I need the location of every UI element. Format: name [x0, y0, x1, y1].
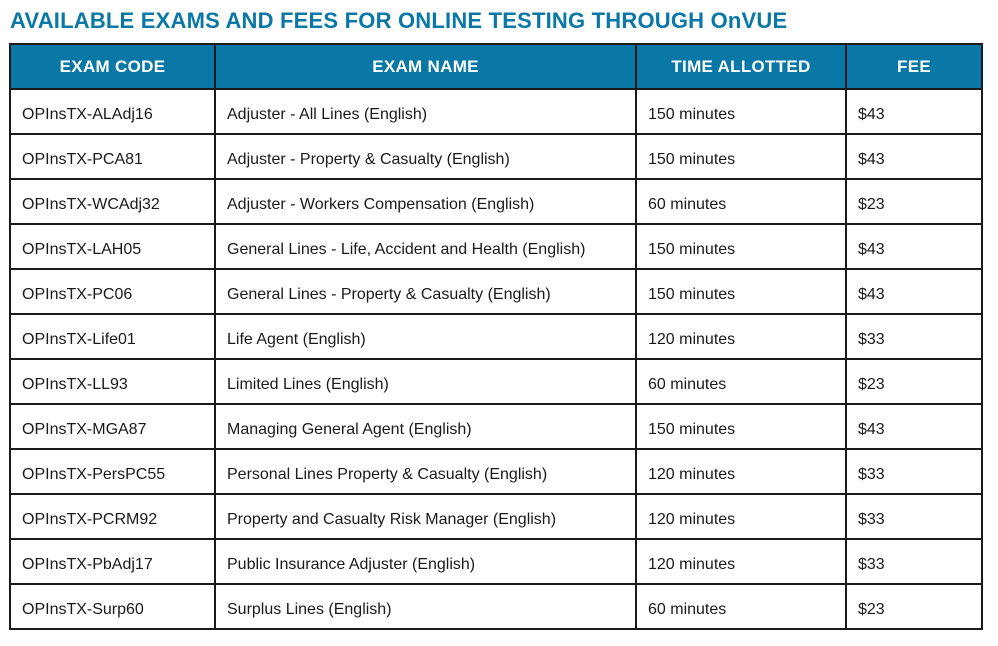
fee-cell: $43 [846, 89, 982, 134]
table-body [10, 89, 982, 629]
table-row [10, 269, 982, 314]
exam-code-cell: OPInsTX-PCRM92 [10, 494, 215, 539]
exam-code-cell: OPInsTX-Life01 [10, 314, 215, 359]
table-row [10, 224, 982, 269]
time-allotted-cell: 60 minutes [636, 179, 846, 224]
fee-cell: $23 [846, 584, 982, 629]
column-header-exam-code: EXAM CODE [10, 44, 215, 89]
table-row [10, 539, 982, 584]
column-header-time-allotted: TIME ALLOTTED [636, 44, 846, 89]
header-row [10, 44, 982, 89]
column-header-fee: FEE [846, 44, 982, 89]
fee-cell: $33 [846, 494, 982, 539]
table-row [10, 494, 982, 539]
table-header [10, 44, 982, 89]
exam-name-cell: General Lines - Property & Casualty (English) [215, 269, 636, 314]
exam-name-cell: Public Insurance Adjuster (English) [215, 539, 636, 584]
exam-name-cell: Adjuster - Property & Casualty (English) [215, 134, 636, 179]
exam-code-cell: OPInsTX-PCA81 [10, 134, 215, 179]
column-header-exam-name: EXAM NAME [215, 44, 636, 89]
exam-name-cell: Adjuster - All Lines (English) [215, 89, 636, 134]
table-row [10, 89, 982, 134]
exam-code-cell: OPInsTX-MGA87 [10, 404, 215, 449]
table-row [10, 359, 982, 404]
fee-cell: $23 [846, 179, 982, 224]
time-allotted-cell: 150 minutes [636, 404, 846, 449]
fee-cell: $43 [846, 269, 982, 314]
exam-code-cell: OPInsTX-WCAdj32 [10, 179, 215, 224]
time-allotted-cell: 150 minutes [636, 269, 846, 314]
exam-name-cell: General Lines - Life, Accident and Health (English) [215, 224, 636, 269]
exam-code-cell: OPInsTX-LL93 [10, 359, 215, 404]
table-row [10, 404, 982, 449]
fee-cell: $43 [846, 134, 982, 179]
exam-name-cell: Property and Casualty Risk Manager (English) [215, 494, 636, 539]
fee-cell: $33 [846, 449, 982, 494]
time-allotted-cell: 120 minutes [636, 449, 846, 494]
exam-code-cell: OPInsTX-LAH05 [10, 224, 215, 269]
exam-name-cell: Limited Lines (English) [215, 359, 636, 404]
page-title: AVAILABLE EXAMS AND FEES FOR ONLINE TESTING THROUGH OnVUE [10, 8, 788, 33]
exam-name-cell: Personal Lines Property & Casualty (English) [215, 449, 636, 494]
exam-name-cell: Adjuster - Workers Compensation (English) [215, 179, 636, 224]
time-allotted-cell: 120 minutes [636, 314, 846, 359]
time-allotted-cell: 120 minutes [636, 539, 846, 584]
exam-code-cell: OPInsTX-Surp60 [10, 584, 215, 629]
time-allotted-cell: 60 minutes [636, 584, 846, 629]
time-allotted-cell: 120 minutes [636, 494, 846, 539]
exam-name-cell: Managing General Agent (English) [215, 404, 636, 449]
time-allotted-cell: 150 minutes [636, 224, 846, 269]
time-allotted-cell: 150 minutes [636, 89, 846, 134]
table-row [10, 449, 982, 494]
fee-cell: $33 [846, 314, 982, 359]
fee-cell: $43 [846, 224, 982, 269]
exam-name-cell: Life Agent (English) [215, 314, 636, 359]
exam-code-cell: OPInsTX-PbAdj17 [10, 539, 215, 584]
table-row [10, 584, 982, 629]
table-row [10, 134, 982, 179]
table-row [10, 314, 982, 359]
exam-name-cell: Surplus Lines (English) [215, 584, 636, 629]
exams-table [9, 43, 983, 630]
fee-cell: $23 [846, 359, 982, 404]
time-allotted-cell: 150 minutes [636, 134, 846, 179]
fee-cell: $33 [846, 539, 982, 584]
time-allotted-cell: 60 minutes [636, 359, 846, 404]
table-row [10, 179, 982, 224]
exam-code-cell: OPInsTX-PC06 [10, 269, 215, 314]
exam-code-cell: OPInsTX-ALAdj16 [10, 89, 215, 134]
fee-cell: $43 [846, 404, 982, 449]
exam-code-cell: OPInsTX-PersPC55 [10, 449, 215, 494]
